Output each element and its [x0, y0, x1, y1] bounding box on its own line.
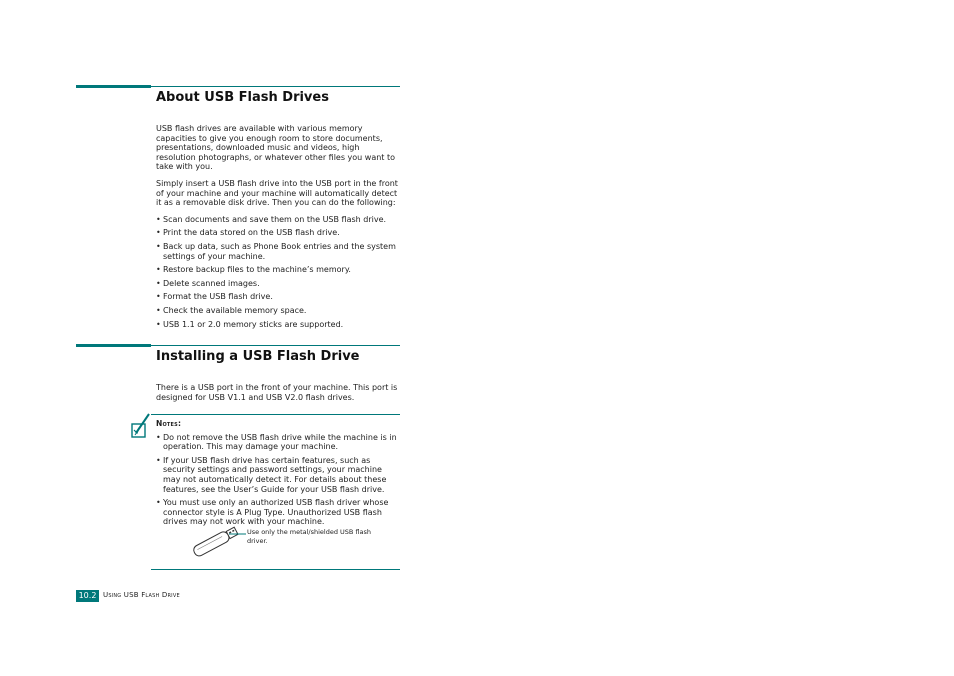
section-rule	[151, 86, 400, 87]
section-accent-bar	[76, 85, 151, 88]
paragraph: There is a USB port in the front of your machine. This port is designed for USB V1.1 and USB V2.0 flash drives.	[156, 383, 398, 402]
caption-leader-line	[229, 531, 249, 537]
list-item: • Restore backup files to the machine’s memory.	[156, 265, 400, 275]
list-item: • Print the data stored on the USB flash drive.	[156, 228, 400, 238]
paragraph: Simply insert a USB flash drive into the USB port in the front of your machine and your machine will automatically detect it as a removable disk drive. Then you can do the following:	[156, 178, 398, 208]
notes-body	[156, 419, 400, 531]
usb-flash-drive-icon	[186, 524, 246, 560]
chapter-title: Using USB Flash Drive	[103, 591, 180, 599]
section-rule	[151, 345, 400, 346]
list-item: • Delete scanned images.	[156, 279, 400, 289]
list-item: • Scan documents and save them on the USB flash drive.	[156, 215, 400, 225]
list-item: • USB 1.1 or 2.0 memory sticks are supported.	[156, 320, 400, 330]
list-item: • You must use only an authorized USB flash driver whose connector style is A Plug Type. Unauthorized USB flash drives may not work with your machine.	[156, 498, 400, 527]
section-accent-bar	[76, 344, 151, 347]
note-pencil-icon	[130, 411, 152, 441]
paragraph: USB flash drives are available with various memory capacities to give you enough room to store documents, presentations, downloaded music and videos, high resolution photographs, or whatever other files you want to take with you.	[156, 124, 396, 172]
list-item: • Do not remove the USB flash drive while the machine is in operation. This may damage your machine.	[156, 433, 400, 452]
usb-caption: Use only the metal/shielded USB flash driver.	[247, 528, 372, 545]
section-title-installing: Installing a USB Flash Drive	[156, 349, 360, 364]
list-item: • Format the USB flash drive.	[156, 292, 400, 302]
feature-list	[156, 215, 400, 329]
list-item: • Check the available memory space.	[156, 306, 400, 316]
notes-title: Notes:	[156, 419, 182, 428]
section-about-body	[156, 124, 400, 333]
section-title-about: About USB Flash Drives	[156, 90, 329, 105]
notes-bottom-rule	[151, 569, 400, 570]
page-number: 10.2	[76, 590, 99, 602]
list-item: • Back up data, such as Phone Book entries and the system settings of your machine.	[156, 242, 400, 261]
notes-top-rule	[151, 414, 400, 415]
list-item: • If your USB flash drive has certain features, such as security settings and password settings, your machine may not automatically detect it. For details about these features, see the User’s Guide for your USB flash drive.	[156, 456, 400, 494]
section-installing-body	[156, 383, 400, 409]
notes-list	[156, 433, 400, 527]
